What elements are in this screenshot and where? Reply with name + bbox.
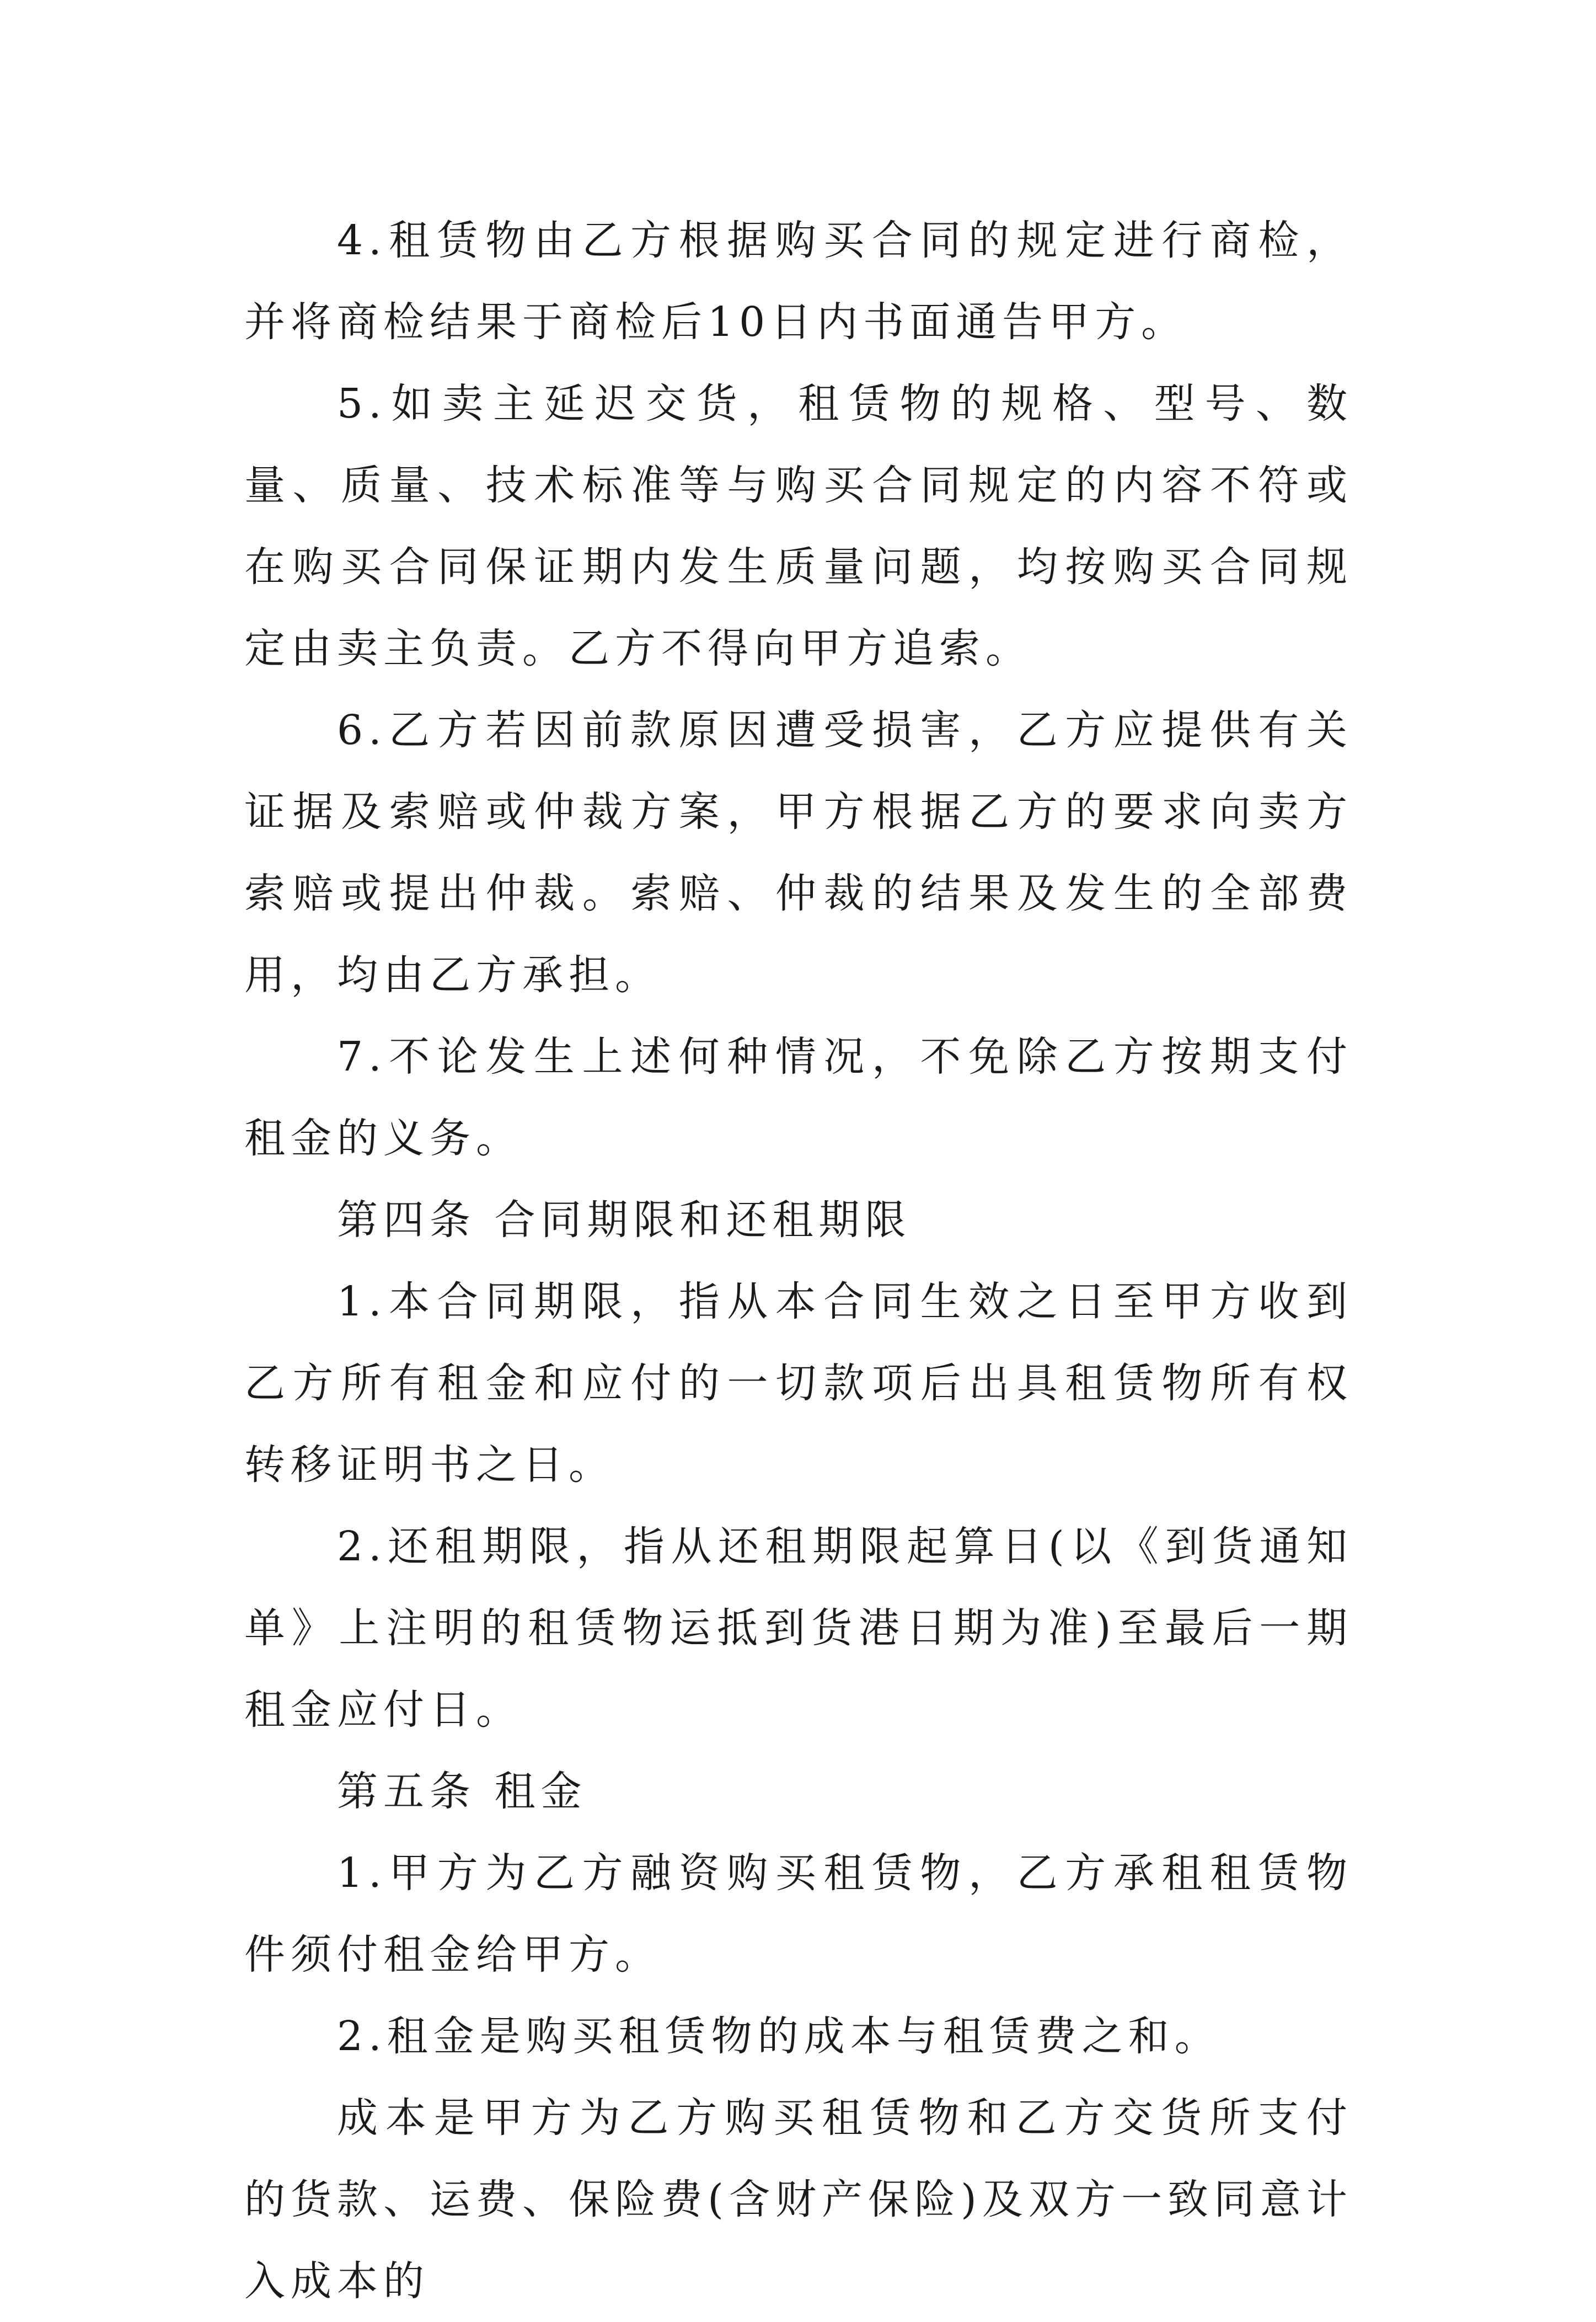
article-5-heading: 第五条 租金 <box>337 1768 587 1815</box>
paragraph-clause-4-2: 2.还租期限，指从还租期限起算日(以《到货通知单》上注明的租赁物运抵到货港日期为准)至最后一期租金应付日。 <box>244 1523 1353 1734</box>
paragraph-clause-4-1: 1.本合同期限，指从本合同生效之日至甲方收到乙方所有租金和应付的一切款项后出具租赁物所有权转移证明书之日。 <box>244 1278 1353 1489</box>
document-body <box>244 200 1353 2322</box>
paragraph-clause-3-6: 6.乙方若因前款原因遭受损害，乙方应提供有关证据及索赔或仲裁方案，甲方根据乙方的要求向卖方索赔或提出仲裁。索赔、仲裁的结果及发生的全部费用，均由乙方承担。 <box>244 707 1353 999</box>
paragraph-cost-definition: 成本是甲方为乙方购买租赁物和乙方交货所支付的货款、运费、保险费(含财产保险)及双方一致同意计入成本的 <box>244 2094 1353 2305</box>
paragraph-clause-3-4: 4.租赁物由乙方根据购买合同的规定进行商检，并将商检结果于商检后10日内书面通告甲方。 <box>244 217 1353 346</box>
paragraph-clause-3-5: 5.如卖主延迟交货，租赁物的规格、型号、数量、质量、技术标准等与购买合同规定的内容不符或在购买合同保证期内发生质量问题，均按购买合同规定由卖主负责。乙方不得向甲方追索。 <box>244 380 1353 672</box>
paragraph-clause-5-1: 1.甲方为乙方融资购买租赁物，乙方承租租赁物件须付租金给甲方。 <box>244 1849 1353 1978</box>
paragraph-clause-3-7: 7.不论发生上述何种情况，不免除乙方按期支付租金的义务。 <box>244 1033 1353 1162</box>
paragraph-clause-5-2: 2.租金是购买租赁物的成本与租赁费之和。 <box>337 2013 1221 2060</box>
article-4-heading: 第四条 合同期限和还租期限 <box>337 1196 912 1244</box>
